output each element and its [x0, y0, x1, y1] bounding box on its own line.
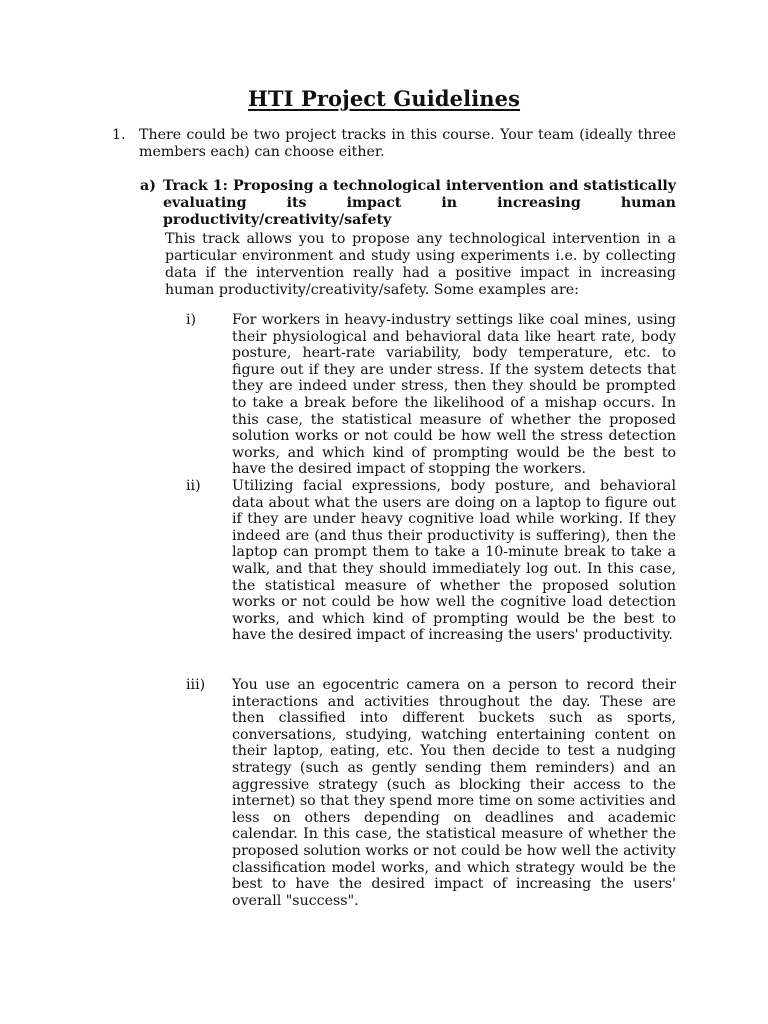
example-item [186, 478, 676, 644]
example-number: i) [186, 312, 197, 328]
example-number: ii) [186, 478, 201, 494]
track-description: This track allows you to propose any technological intervention in a particular environment and study using experiments i.e. by collecting data if the intervention really had a positive impact in increasing human productivity/creativity/safety. Some examples are: [165, 231, 676, 298]
list-item-1 [112, 127, 676, 161]
example-text: Utilizing facial expressions, body posture, and behavioral data about what the users are doing on a laptop to figure out if they are under heavy cognitive load while working. If they indeed are (and thus their productivity is suffering), then the laptop can prompt them to take a 10-minute break to take a walk, and that they should immediately log out. In this case, the statistical measure of whether the proposed solution works or not could be how well the cognitive load detection works, and which kind of prompting would be the best to have the desired impact of increasing the users' productivity. [232, 478, 676, 644]
list-item-text: There could be two project tracks in this course. Your team (ideally three members each) can choose either. [139, 127, 676, 160]
track-heading: Track 1: Proposing a technological intervention and statistically evaluating its impact in increasing human productivity/creativity/safety [163, 178, 676, 228]
track-a-section [140, 178, 676, 299]
example-item [186, 677, 676, 909]
example-text: For workers in heavy-industry settings like coal mines, using their physiological and behavioral data like heart rate, body posture, heart-rate variability, body temperature, etc. to figure out if they are under stress. If the system detects that they are indeed under stress, then they should be prompted to take a break before the likelihood of a mishap occurs. In this case, the statistical measure of whether the proposed solution works or not could be how well the stress detection works, and which kind of prompting would be the best to have the desired impact of stopping the workers. [232, 312, 676, 478]
example-item [186, 312, 676, 478]
example-text: You use an egocentric camera on a person to record their interactions and activities throughout the day. These are then classified into different buckets such as sports, conversations, studying, watching entertaining content on their laptop, eating, etc. You then decide to test a nudging strategy (such as gently sending them reminders) and an aggressive strategy (such as blocking their access to the internet) so that they spend more time on some activities and less on others depending on deadlines and academic calendar. In this case, the statistical measure of whether the proposed solution works or not could be how well the activity classification model works, and which strategy would be the best to have the desired impact of increasing the users' overall "success". [232, 677, 676, 909]
page-title: HTI Project Guidelines [247, 86, 521, 111]
list-item-number: 1. [112, 127, 126, 143]
track-label: a) [140, 178, 156, 194]
example-number: iii) [186, 677, 206, 693]
